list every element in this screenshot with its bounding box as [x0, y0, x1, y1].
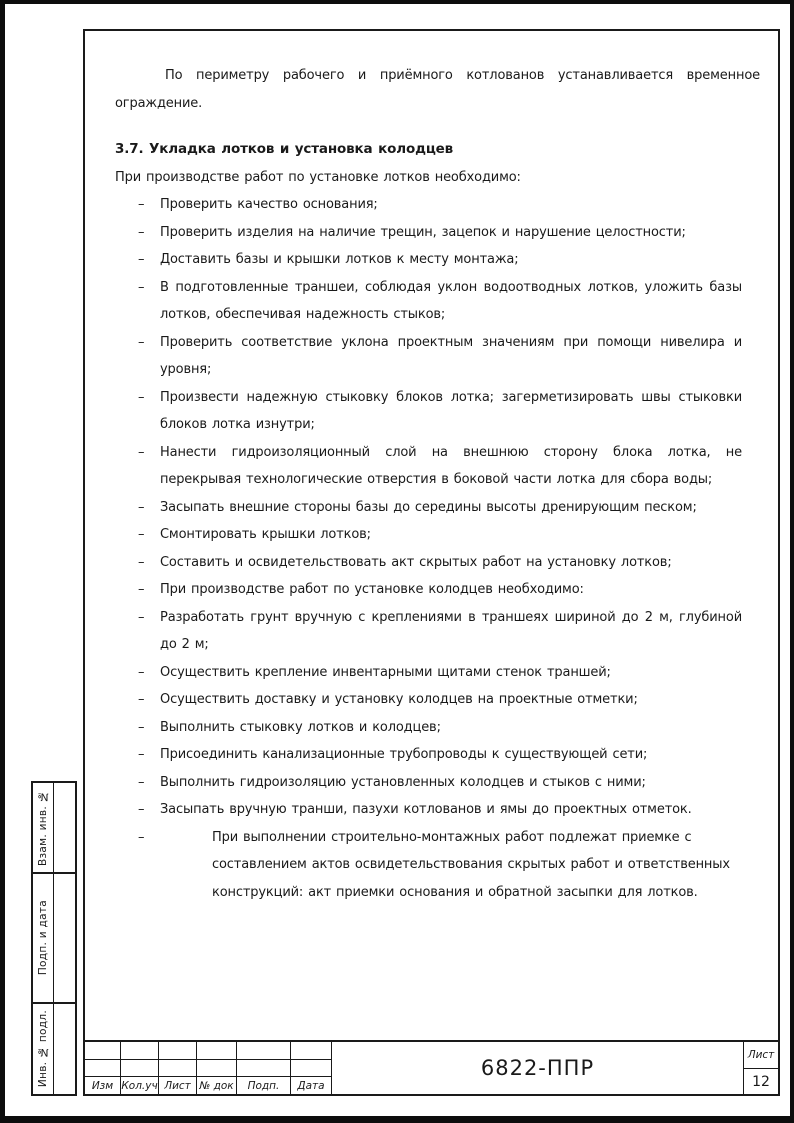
section-heading: 3.7. Укладка лотков и установка колодцев — [115, 141, 454, 157]
stamp-label: Подп. и дата — [37, 900, 49, 976]
dash-marker: – — [138, 692, 145, 707]
stamp-label: Инв. № подл. — [37, 1010, 49, 1088]
dash-marker: – — [138, 719, 145, 735]
list-item: – Присоединить канализационные трубопроводы к существующей сети; — [115, 741, 760, 769]
stamp-blank-cell — [54, 874, 75, 1002]
task-list — [115, 191, 760, 906]
list-item: – В подготовленные траншеи, соблюдая уклон водоотводных лотков, уложить базы лотков, обеспечивая надежность стыков; — [115, 274, 760, 329]
sheet-number: 12 — [752, 1073, 770, 1090]
stamp-blank-cell — [54, 1004, 75, 1094]
dash-marker: – — [138, 582, 145, 597]
title-block — [83, 1040, 780, 1096]
dash-marker: – — [138, 444, 145, 460]
list-item: – Проверить соответствие уклона проектным значениям при помощи нивелира и уровня; — [115, 329, 760, 384]
final-note: – При выполнении строительно-монтажных работ подлежат приемке с составлением актов освидетельствования скрытых работ и ответственных конструкций: акт приемки основания и обратной засыпки для лотков. — [115, 824, 760, 907]
list-item: – Засыпать внешние стороны базы до середины высоты дренирующим песком; — [115, 494, 760, 522]
stamp-label-cell — [33, 783, 54, 872]
stamp-label-cell — [33, 1004, 54, 1094]
dash-marker: – — [138, 802, 145, 817]
lead-paragraph: По периметру рабочего и приёмного котлованов устанавливается временное ограждение. — [115, 68, 760, 111]
column-label: № док — [199, 1079, 234, 1092]
dash-marker: – — [138, 334, 145, 350]
stamp-label: Взам. инв. № — [37, 789, 49, 866]
title-block-column-podp — [237, 1042, 291, 1094]
title-block-column-izm — [85, 1042, 121, 1094]
list-item: – Засыпать вручную транши, пазухи котлованов и ямы до проектных отметок. — [115, 796, 760, 824]
title-block-column-list — [159, 1042, 197, 1094]
dash-marker: – — [138, 554, 145, 570]
column-label: Подп. — [247, 1079, 280, 1092]
dash-marker: – — [138, 197, 145, 212]
dash-marker: – — [138, 747, 145, 762]
list-item: – Выполнить стыковку лотков и колодцев; — [115, 714, 760, 742]
dash-marker: – — [138, 389, 145, 405]
column-label: Дата — [297, 1079, 325, 1092]
dash-marker: – — [138, 609, 145, 625]
title-block-column-koluch — [121, 1042, 159, 1094]
title-block-column-ndok — [197, 1042, 237, 1094]
stamp-label-cell — [33, 874, 54, 1002]
list-item: – Произвести надежную стыковку блоков лотка; загерметизировать швы стыковки блоков лотка изнутри; — [115, 384, 760, 439]
list-item: – Нанести гидроизоляционный слой на внешнюю сторону блока лотка, не перекрывая технологические отверстия в боковой части лотка для сбора воды; — [115, 439, 760, 494]
dash-marker: – — [138, 774, 145, 790]
list-item: – Смонтировать крышки лотков; — [115, 521, 760, 549]
stamp-blank-cell — [54, 783, 75, 872]
column-label: Изм — [91, 1079, 114, 1092]
document-number: 6822-ППР — [332, 1042, 744, 1094]
dash-marker: – — [138, 252, 145, 267]
list-item: – Доставить базы и крышки лотков к месту монтажа; — [115, 246, 760, 274]
section-intro: При производстве работ по установке лотков необходимо: — [115, 169, 521, 185]
stamp-block-vzam-inv — [31, 781, 77, 874]
list-item: – Проверить качество основания; — [115, 191, 760, 219]
column-label: Лист — [164, 1079, 191, 1092]
stamp-block-podp-data — [31, 872, 77, 1004]
stamp-block-inv-podl — [31, 1002, 77, 1096]
sheet-number-block — [744, 1042, 778, 1094]
dash-marker: – — [138, 224, 145, 240]
sheet-label: Лист — [744, 1042, 778, 1069]
column-label: Кол.уч — [121, 1079, 158, 1092]
title-block-column-data — [291, 1042, 332, 1094]
list-item: – Проверить изделия на наличие трещин, зацепок и нарушение целостности; — [115, 219, 760, 247]
dash-marker: – — [138, 279, 145, 295]
list-item: – Осуществить крепление инвентарными щитами стенок траншей; — [115, 659, 760, 687]
dash-marker: – — [138, 527, 145, 542]
dash-marker: – — [138, 499, 145, 515]
list-item: – Разработать грунт вручную с креплениями в траншеях шириной до 2 м, глубиной до 2 м; — [115, 604, 760, 659]
list-item: – Осуществить доставку и установку колодцев на проектные отметки; — [115, 686, 760, 714]
list-item: – При производстве работ по установке колодцев необходимо: — [115, 576, 760, 604]
dash-marker: – — [138, 829, 145, 845]
list-item: – Составить и освидетельствовать акт скрытых работ на установку лотков; — [115, 549, 760, 577]
list-item: – Выполнить гидроизоляцию установленных колодцев и стыков с ними; — [115, 769, 760, 797]
text-content — [115, 62, 760, 906]
dash-marker: – — [138, 664, 145, 680]
